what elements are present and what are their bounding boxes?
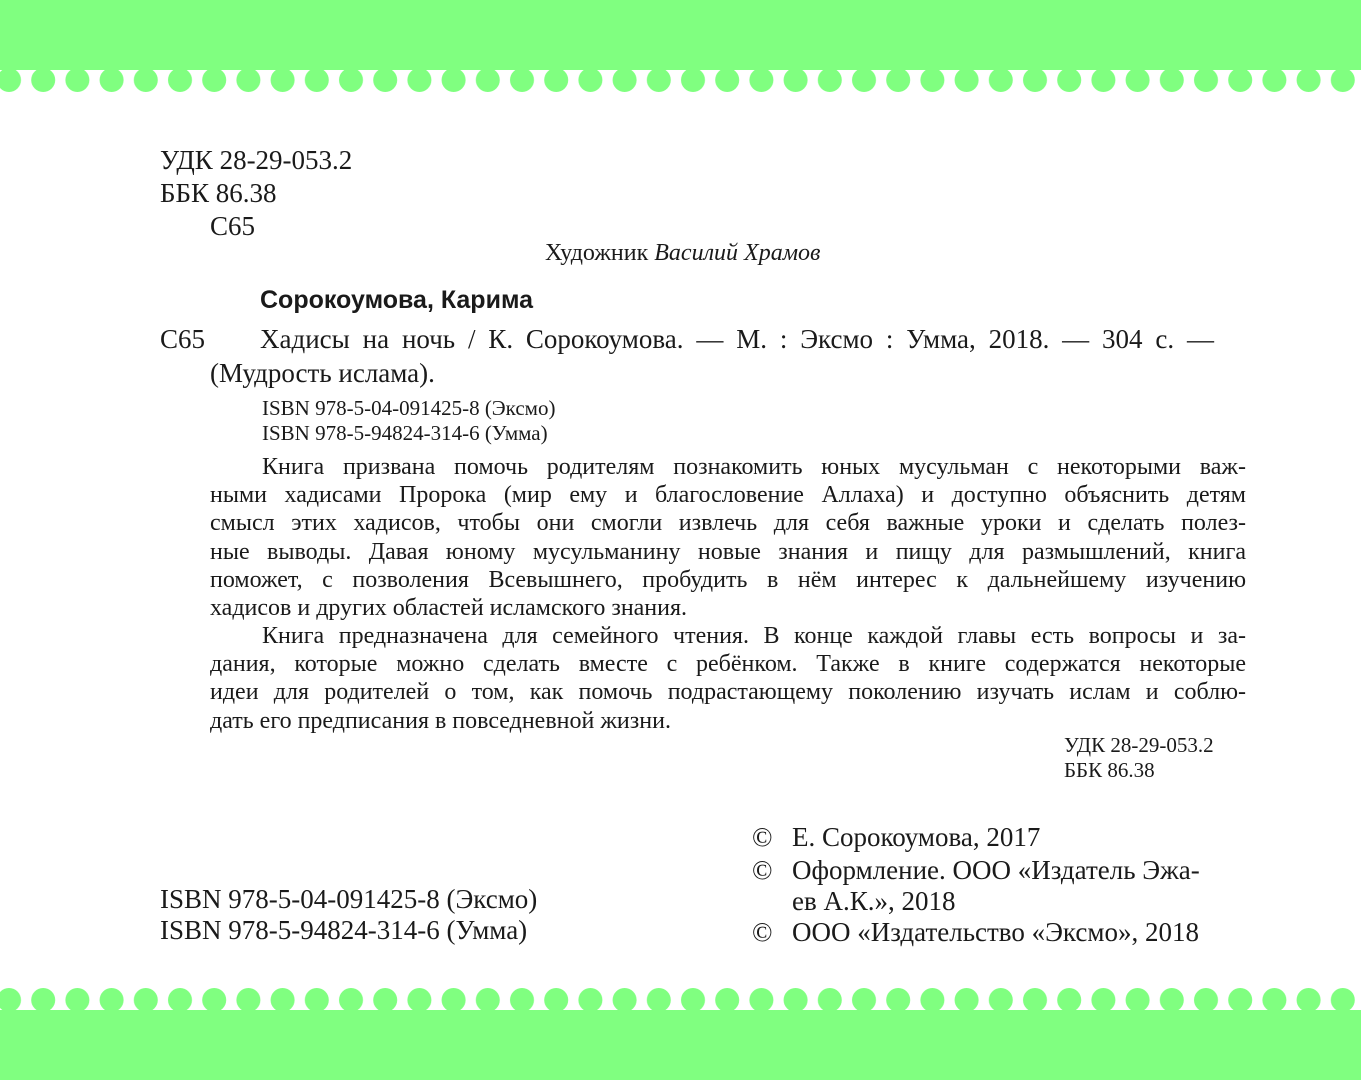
annotation-line: поможет, с позволения Всевышнего, пробудить в нём интерес к дальнейшему изучению	[210, 566, 1246, 593]
copyright-symbol: ©	[752, 822, 773, 852]
copyright-symbol: ©	[752, 855, 773, 885]
annotation-line: ными хадисами Пророка (мир ему и благословение Аллаха) и доступно объяснить детям	[210, 482, 1246, 509]
annotation-paragraph-1	[210, 453, 1246, 622]
annotation-line: дать его предписания в повседневной жизни.	[210, 707, 671, 734]
footer-isbn-eksmo: ISBN 978-5-04-091425-8 (Эксмо)	[160, 884, 538, 914]
header-bbk: ББК 86.38	[160, 178, 277, 208]
annotation-line: смысл этих хадисов, чтобы они смогли извлечь для себя важные уроки и сделать полез-	[210, 510, 1246, 537]
entry-isbn-eksmo: ISBN 978-5-04-091425-8 (Эксмо)	[262, 396, 556, 420]
annotation-line: Книга призвана помочь родителям познакомить юных мусульман с некоторыми важ-	[262, 454, 1246, 480]
annotation-line: хадисов и других областей исламского знания.	[210, 594, 688, 621]
copyright-design	[752, 855, 1200, 886]
bottom-scalloped-border	[0, 984, 1361, 1014]
entry-title-line2: (Мудрость ислама).	[210, 358, 435, 388]
artist-credit	[545, 239, 820, 268]
copyright-design-text: Оформление. ООО «Издатель Эжа-	[792, 855, 1200, 885]
annotation-line: ные выводы. Давая юному мусульманину новые знания и пищу для размышлений, книга	[210, 538, 1246, 565]
copyright-symbol: ©	[752, 917, 773, 947]
annotation-paragraph-2	[210, 622, 1246, 735]
copyright-publisher	[752, 917, 1199, 948]
header-author-sign: С65	[210, 211, 256, 241]
copyright-publisher-text: ООО «Издательство «Эксмо», 2018	[792, 917, 1199, 947]
classification-bbk: ББК 86.38	[1064, 758, 1155, 782]
footer-isbn-umma: ISBN 978-5-94824-314-6 (Умма)	[160, 915, 528, 945]
entry-sign: С65	[160, 324, 206, 354]
annotation-line: идеи для родителей о том, как помочь подрастающему поколению изучать ислам и соблю-	[210, 679, 1246, 706]
top-decorative-band	[0, 0, 1361, 70]
copyright-author	[752, 822, 1040, 853]
annotation-line: Книга предназначена для семейного чтения. В конце каждой главы есть вопросы и за-	[262, 623, 1246, 649]
bottom-decorative-band	[0, 1010, 1361, 1080]
entry-author: Сорокоумова, Карима	[260, 286, 534, 314]
annotation-line: дания, которые можно сделать вместе с ребёнком. Также в книге содержатся некоторые	[210, 651, 1246, 678]
header-udk: УДК 28-29-053.2	[160, 145, 353, 175]
copyright-author-text: Е. Сорокоумова, 2017	[792, 822, 1041, 852]
entry-isbn-umma: ISBN 978-5-94824-314-6 (Умма)	[262, 421, 548, 445]
entry-title-line1: Хадисы на ночь / К. Сорокоумова. — М. : Эксмо : Умма, 2018. — 304 с. —	[260, 324, 1214, 354]
artist-label: Художник	[545, 240, 649, 266]
copyright-design-cont: ев А.К.», 2018	[792, 886, 956, 916]
artist-name: Василий Храмов	[654, 240, 821, 266]
classification-udk: УДК 28-29-053.2	[1064, 733, 1214, 757]
top-scalloped-border	[0, 66, 1361, 96]
